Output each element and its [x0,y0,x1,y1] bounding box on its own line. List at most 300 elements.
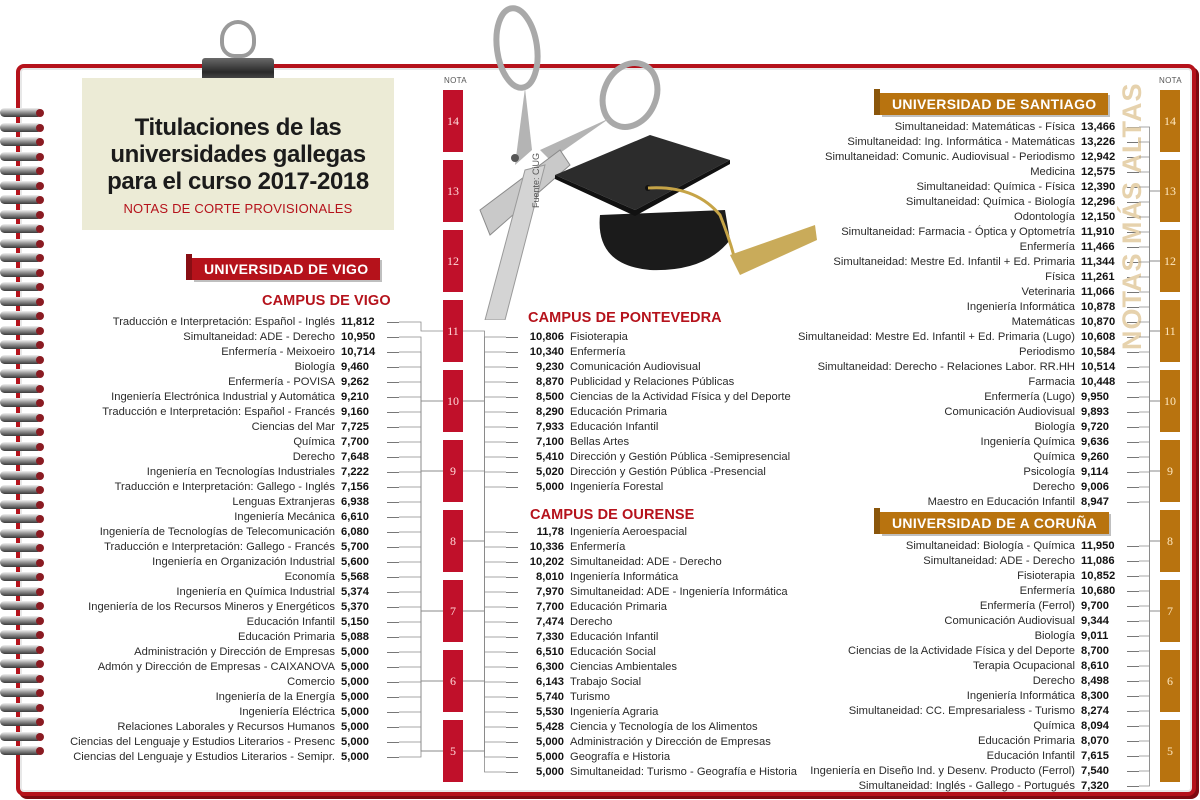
list-item [520,390,791,405]
cutoff-grade: 7,970 [536,586,564,598]
list-item [70,420,385,435]
coruna-list [810,539,1125,794]
spiral-hole-icon [36,327,44,335]
degree-name: Ingeniería Informática [966,690,1075,702]
list-item [798,405,1125,420]
campus-ourense-title: CAMPUS DE OURENSE [530,507,695,523]
cutoff-grade: 9,114 [1081,466,1109,478]
degree-name: Ingeniería en Tecnologías Industriales [146,466,335,478]
degree-name: Ingeniería Química [980,436,1075,448]
page-subtitle: NOTAS DE CORTE PROVISIONALES [123,201,353,216]
cutoff-grade: 10,336 [529,541,564,553]
spiral-hole-icon [36,356,44,364]
degree-name: Derecho [1032,675,1075,687]
watermark-notas-mas-altas: NOTAS MÁS ALTAS [1117,82,1147,350]
degree-name: Ingeniería Informática [966,301,1075,313]
spiral-hole-icon [36,385,44,393]
degree-name: Ciencia y Tecnología de los Alimentos [570,721,758,733]
list-item [520,675,797,690]
cutoff-grade: 12,296 [1081,196,1116,208]
cutoff-grade: 9,460 [341,361,369,373]
list-item [798,195,1125,210]
right-nota-9: 9 [1160,440,1180,502]
spiral-hole-icon [36,573,44,581]
cutoff-grade: 5,410 [536,451,564,463]
list-item [520,480,791,495]
list-item [520,555,797,570]
degree-name: Simultaneidad: Farmacia - Óptica y Optometría [841,226,1075,238]
list-item [70,615,385,630]
list-item [70,690,385,705]
cutoff-grade: 5,000 [341,646,369,658]
degree-name: Turismo [570,691,610,703]
cutoff-grade: 7,648 [341,451,369,463]
degree-name: Educación Infantil [986,750,1075,762]
degree-name: Educación Primaria [237,631,335,643]
cutoff-grade: 12,390 [1081,181,1116,193]
degree-name: Traducción e Interpretación: Gallego - Inglés [114,481,335,493]
campus-pontevedra-title: CAMPUS DE PONTEVEDRA [528,310,722,326]
degree-name: Administración y Dirección de Empresas [570,736,771,748]
vigo-nota-12: 12 [443,230,463,292]
list-item [810,569,1125,584]
list-item [70,390,385,405]
santiago-list [798,120,1125,510]
degree-name: Ingeniería de los Recursos Mineros y Energéticos [88,601,335,613]
cutoff-grade: 5,000 [341,751,369,763]
cutoff-grade: 5,428 [536,721,564,733]
list-item [798,375,1125,390]
list-item [810,674,1125,689]
spiral-hole-icon [36,660,44,668]
degree-name: Simultaneidad: Matemáticas - Física [894,121,1075,133]
cutoff-grade: 6,143 [536,676,564,688]
cutoff-grade: 5,000 [341,736,369,748]
campus-vigo-list [70,315,385,765]
cutoff-grade: 5,000 [341,691,369,703]
spiral-hole-icon [36,544,44,552]
list-item [810,659,1125,674]
degree-name: Ingeniería en Química Industrial [176,586,335,598]
degree-name: Simultaneidad: Química - Biología [905,196,1075,208]
degree-name: Comunicación Audiovisual [570,361,701,373]
list-item [70,720,385,735]
list-item [810,734,1125,749]
degree-name: Simultaneidad: Mestre Ed. Infantil + Ed. Primaria (Lugo) [797,331,1075,343]
degree-name: Simultaneidad: ADE - Derecho [923,555,1075,567]
list-item [810,749,1125,764]
list-item [798,420,1125,435]
cutoff-grade: 10,202 [529,556,564,568]
degree-name: Ingeniería Informática [570,571,679,583]
right-nota-14: 14 [1160,90,1180,152]
cutoff-grade: 5,530 [536,706,564,718]
spiral-hole-icon [36,747,44,755]
cutoff-grade: 5,000 [536,736,564,748]
cutoff-grade: 10,870 [1081,316,1116,328]
degree-name: Odontología [1014,211,1075,223]
right-nota-5: 5 [1160,720,1180,782]
list-item [520,570,797,585]
list-item [70,345,385,360]
cutoff-grade: 10,950 [341,331,376,343]
cutoff-grade: 7,700 [341,436,369,448]
degree-name: Dirección y Gestión Pública -Semipresencial [570,451,791,463]
cutoff-grade: 5,000 [341,721,369,733]
list-item [520,375,791,390]
cutoff-grade: 9,210 [341,391,369,403]
degree-name: Simultaneidad: Ing. Informática - Matemáticas [847,136,1075,148]
cutoff-grade: 5,740 [536,691,564,703]
title-card [82,78,394,230]
degree-name: Enfermería (Ferrol) [979,600,1075,612]
degree-name: Admón y Dirección de Empresas - CAIXANOVA [97,661,335,673]
cutoff-grade: 9,160 [341,406,369,418]
right-nota-7: 7 [1160,580,1180,642]
spiral-hole-icon [36,225,44,233]
cutoff-grade: 11,78 [536,526,564,538]
spiral-hole-icon [36,124,44,132]
degree-name: Traducción e Interpretación: Gallego - Francés [104,541,335,553]
degree-name: Ciencias del Lenguaje y Estudios Literarios - Presenc [70,736,335,748]
cutoff-grade: 9,260 [1081,451,1109,463]
degree-name: Comunicación Audiovisual [944,615,1075,627]
degree-name: Derecho [570,616,613,628]
degree-name: Enfermería [570,541,626,553]
cutoff-grade: 7,933 [536,421,564,433]
degree-name: Ciencias del Mar [251,421,335,433]
right-nota-11: 11 [1160,300,1180,362]
degree-name: Traducción e Interpretación: Español - Francés [102,406,335,418]
degree-name: Enfermería [570,346,626,358]
list-item [798,315,1125,330]
banner-universidad-santiago: UNIVERSIDAD DE SANTIAGO [880,93,1108,115]
spiral-hole-icon [36,283,44,291]
spiral-hole-icon [36,457,44,465]
cutoff-grade: 6,510 [536,646,564,658]
list-item [70,540,385,555]
list-item [520,525,797,540]
cutoff-grade: 5,088 [341,631,369,643]
cutoff-grade: 9,262 [341,376,369,388]
list-item [70,645,385,660]
degree-name: Biología [1034,421,1075,433]
banner-universidad-vigo: UNIVERSIDAD DE VIGO [192,258,380,280]
list-item [798,450,1125,465]
spiral-hole-icon [36,675,44,683]
degree-name: Simultaneidad: Comunic. Audiovisual - Periodismo [825,151,1075,163]
degree-name: Educación Infantil [570,421,659,433]
list-item [798,255,1125,270]
spiral-hole-icon [36,428,44,436]
spiral-hole-icon [36,399,44,407]
list-item [520,345,791,360]
cutoff-grade: 10,680 [1081,585,1116,597]
cutoff-grade: 9,700 [1081,600,1109,612]
cutoff-grade: 10,852 [1081,570,1116,582]
list-item [520,750,797,765]
list-item [520,465,791,480]
cutoff-grade: 8,290 [536,406,564,418]
list-item [70,600,385,615]
degree-name: Educación Primaria [977,735,1075,747]
degree-name: Farmacia [1028,376,1075,388]
list-item [70,750,385,765]
cutoff-grade: 5,600 [341,556,369,568]
degree-name: Geografía e Historia [570,751,671,763]
degree-name: Física [1045,271,1075,283]
cutoff-grade: 8,500 [536,391,564,403]
vigo-nota-9: 9 [443,440,463,502]
degree-name: Fisioterapia [570,331,628,343]
list-item [798,150,1125,165]
cutoff-grade: 5,000 [536,751,564,763]
list-item [798,435,1125,450]
list-item [70,555,385,570]
degree-name: Ingeniería Forestal [570,481,664,493]
degree-name: Ingeniería Eléctrica [239,706,335,718]
list-item [70,495,385,510]
degree-name: Ingeniería Electrónica Industrial y Automática [111,391,335,403]
degree-name: Derecho [292,451,335,463]
cutoff-grade: 7,725 [341,421,369,433]
cutoff-grade: 12,150 [1081,211,1116,223]
degree-name: Derecho [1032,481,1075,493]
degree-name: Biología [294,361,335,373]
list-item [70,525,385,540]
degree-name: Ciencias del Lenguaje y Estudios Literarios - Semipr. [73,751,335,763]
spiral-hole-icon [36,211,44,219]
list-item [798,300,1125,315]
cutoff-grade: 8,498 [1081,675,1109,687]
cutoff-grade: 5,000 [341,661,369,673]
degree-name: Ingeniería de la Energía [215,691,335,703]
list-item [810,584,1125,599]
list-item [70,735,385,750]
list-item [810,644,1125,659]
list-item [798,270,1125,285]
vigo-nota-5: 5 [443,720,463,782]
degree-name: Veterinaria [1021,286,1075,298]
list-item [810,629,1125,644]
cutoff-grade: 11,950 [1081,540,1115,552]
cutoff-grade: 9,720 [1081,421,1109,433]
list-item [798,120,1125,135]
list-item [520,705,797,720]
vigo-nota-6: 6 [443,650,463,712]
degree-name: Simultaneidad: Turismo - Geografía e Historia [570,766,797,778]
degree-name: Ciencias de la Actividade Física y del Deporte [848,645,1075,657]
cutoff-grade: 7,100 [536,436,564,448]
cutoff-grade: 7,474 [536,616,564,628]
cutoff-grade: 12,942 [1081,151,1116,163]
cutoff-grade: 5,150 [341,616,369,628]
degree-name: Economía [284,571,335,583]
degree-name: Enfermería (Lugo) [984,391,1075,403]
degree-name: Ingeniería de Tecnologías de Telecomunicación [99,526,335,538]
cutoff-grade: 11,812 [341,316,375,328]
list-item [520,600,797,615]
list-item [520,690,797,705]
vigo-nota-10: 10 [443,370,463,432]
list-item [520,420,791,435]
degree-name: Química [1033,720,1075,732]
list-item [810,599,1125,614]
degree-name: Educación Primaria [570,601,668,613]
degree-name: Medicina [1030,166,1075,178]
degree-name: Enfermería [1019,585,1075,597]
degree-name: Traducción e Interpretación: Español - Inglés [112,316,335,328]
vigo-nota-11: 11 [443,300,463,362]
cutoff-grade: 6,938 [341,496,369,508]
degree-name: Ingeniería Mecánica [234,511,335,523]
spiral-hole-icon [36,153,44,161]
list-item [520,330,791,345]
cutoff-grade: 10,448 [1081,376,1116,388]
cutoff-grade: 8,300 [1081,690,1109,702]
cutoff-grade: 5,000 [341,706,369,718]
list-item [70,675,385,690]
degree-name: Psicología [1023,466,1075,478]
cutoff-grade: 5,700 [341,541,369,553]
list-item [520,645,797,660]
degree-name: Comercio [287,676,335,688]
degree-name: Enfermería - Meixoeiro [221,346,335,358]
cutoff-grade: 13,466 [1081,121,1116,133]
list-item [798,480,1125,495]
degree-name: Fisioterapia [1017,570,1075,582]
list-item [798,330,1125,345]
spiral-hole-icon [36,733,44,741]
list-item [70,705,385,720]
degree-name: Terapia Ocupacional [973,660,1075,672]
list-item [810,554,1125,569]
list-item [70,315,385,330]
cutoff-grade: 11,066 [1081,286,1115,298]
cutoff-grade: 5,370 [341,601,369,613]
list-item [520,615,797,630]
list-item [70,660,385,675]
degree-name: Educación Primaria [570,406,668,418]
cutoff-grade: 7,700 [536,601,564,613]
cutoff-grade: 5,000 [341,676,369,688]
spiral-hole-icon [36,515,44,523]
list-item [520,450,791,465]
cutoff-grade: 10,806 [529,331,564,343]
vigo-nota-14: 14 [443,90,463,152]
spiral-binding-icon [0,108,44,768]
list-item [798,345,1125,360]
spiral-hole-icon [36,602,44,610]
page-title: Titulaciones de las universidades gallegas para el curso 2017-2018 [107,114,369,195]
vigo-nota-13: 13 [443,160,463,222]
cutoff-grade: 8,070 [1081,735,1109,747]
spiral-hole-icon [36,443,44,451]
list-item [520,765,797,780]
degree-name: Enfermería [1019,241,1075,253]
cutoff-grade: 11,261 [1081,271,1115,283]
cutoff-grade: 5,000 [536,481,564,493]
list-item [810,614,1125,629]
cutoff-grade: 7,156 [341,481,369,493]
spiral-hole-icon [36,312,44,320]
degree-name: Ingeniería Agraria [570,706,659,718]
degree-name: Trabajo Social [570,676,642,688]
degree-name: Biología [1034,630,1075,642]
spiral-hole-icon [36,486,44,494]
spiral-hole-icon [36,182,44,190]
right-nota-6: 6 [1160,650,1180,712]
list-item [70,585,385,600]
cutoff-grade: 10,608 [1081,331,1116,343]
degree-name: Simultaneidad: ADE - Ingeniería Informática [570,586,788,598]
degree-name: Simultaneidad: CC. Empresarialess - Turismo [848,705,1075,717]
graduation-cap-icon [555,130,820,290]
list-item [520,630,797,645]
list-item [520,360,791,375]
cutoff-grade: 9,344 [1081,615,1109,627]
cutoff-grade: 8,870 [536,376,564,388]
list-item [810,764,1125,779]
list-item [810,704,1125,719]
spiral-hole-icon [36,718,44,726]
degree-name: Simultaneidad: Derecho - Relaciones Labor. RR.HH [817,361,1075,373]
cutoff-grade: 11,086 [1081,555,1115,567]
cutoff-grade: 9,636 [1081,436,1109,448]
degree-name: Enfermería - POVISA [228,376,335,388]
cutoff-grade: 8,274 [1081,705,1109,717]
cutoff-grade: 6,610 [341,511,369,523]
degree-name: Simultaneidad: Mestre Ed. Infantil + Ed. Primaria [833,256,1075,268]
degree-name: Química [293,436,335,448]
spiral-hole-icon [36,689,44,697]
spiral-hole-icon [36,269,44,277]
spiral-hole-icon [36,530,44,538]
degree-name: Educación Infantil [246,616,335,628]
spiral-hole-icon [36,196,44,204]
spiral-hole-icon [36,704,44,712]
degree-name: Química [1033,451,1075,463]
degree-name: Periodismo [1019,346,1075,358]
spiral-hole-icon [36,646,44,654]
list-item [798,285,1125,300]
cutoff-grade: 7,222 [341,466,369,478]
list-item [798,465,1125,480]
list-item [70,465,385,480]
list-item [520,720,797,735]
degree-name: Ingeniería en Diseño Ind. y Desenv. Producto (Ferrol) [810,765,1075,777]
degree-name: Bellas Artes [570,436,630,448]
list-item [520,735,797,750]
degree-name: Matemáticas [1011,316,1075,328]
degree-name: Simultaneidad: Química - Física [916,181,1075,193]
campus-vigo-title: CAMPUS DE VIGO [262,293,391,309]
degree-name: Educación Social [570,646,656,658]
source-note: Fuente: CiUG [531,152,541,208]
list-item [798,240,1125,255]
degree-name: Simultaneidad: ADE - Derecho [183,331,335,343]
spiral-hole-icon [36,631,44,639]
cutoff-grade: 7,330 [536,631,564,643]
list-item [798,180,1125,195]
list-item [810,719,1125,734]
cutoff-grade: 11,466 [1081,241,1115,253]
list-item [70,375,385,390]
degree-name: Ingeniería en Organización Industrial [152,556,335,568]
degree-name: Lenguas Extranjeras [232,496,335,508]
degree-name: Simultaneidad: ADE - Derecho [570,556,722,568]
spiral-hole-icon [36,341,44,349]
